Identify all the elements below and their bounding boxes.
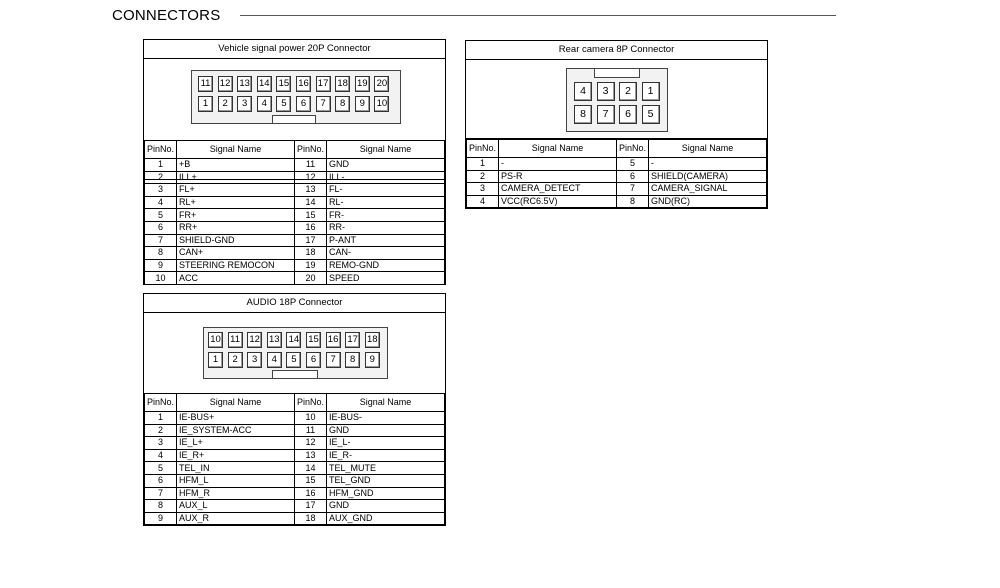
table-row [145,272,445,285]
signal-name-cell: TEL_IN [177,462,295,475]
table-row [467,158,767,171]
audio-18p-connector-title: AUDIO 18P Connector [144,294,445,313]
pin-number-cell: 12 [295,171,327,184]
pin-14: 14 [286,332,301,348]
pin-6: 6 [306,352,321,368]
pin-9: 9 [355,96,370,112]
table-row [145,462,445,475]
connector-latch [272,115,316,124]
pin-number-cell: 2 [467,170,499,183]
pin-number-cell: 11 [295,424,327,437]
table-row [145,259,445,272]
col-header-pinno: PinNo. [145,141,177,159]
table-row [145,171,445,184]
table-row [145,449,445,462]
heading-divider [240,15,836,16]
pin-number-cell: 5 [145,209,177,222]
signal-name-cell: IE_L- [327,437,445,450]
pin-13: 13 [267,332,282,348]
signal-name-cell: PS-R [499,170,617,183]
audio-18p-connector-diagram [144,313,445,394]
col-header-pinno: PinNo. [467,140,499,158]
pin-1: 1 [208,352,223,368]
pin-number-cell: 19 [295,259,327,272]
signal-name-cell: ILL+ [177,171,295,184]
col-header-signal-name: Signal Name [649,140,767,158]
table-row [145,487,445,500]
pin-2: 2 [619,82,637,101]
pin-4: 4 [267,352,282,368]
signal-name-cell: RL- [327,196,445,209]
signal-name-cell: IE_L+ [177,437,295,450]
pin-10: 10 [374,96,389,112]
table-row [145,512,445,525]
col-header-signal-name: Signal Name [177,141,295,159]
pin-5: 5 [276,96,291,112]
pin-number-cell: 10 [295,412,327,425]
pin-8: 8 [574,105,592,124]
pin-number-cell: 3 [145,184,177,197]
signal-name-cell: CAN- [327,247,445,260]
pin-number-cell: 13 [295,449,327,462]
pin-number-cell: 6 [145,474,177,487]
col-header-pinno: PinNo. [295,141,327,159]
col-header-signal-name: Signal Name [499,140,617,158]
pin-20: 20 [374,76,389,92]
connector-latch [272,370,318,379]
pin-2: 2 [218,96,233,112]
signal-name-cell: RL+ [177,196,295,209]
table-row [145,196,445,209]
pin-number-cell: 16 [295,487,327,500]
pin-number-cell: 5 [145,462,177,475]
table-row [145,234,445,247]
signal-name-cell: SHIELD(CAMERA) [649,170,767,183]
connector-latch [594,68,640,78]
signal-name-cell: HFM_R [177,487,295,500]
table-row [145,184,445,197]
signal-name-cell: SHIELD-GND [177,234,295,247]
pin-17: 17 [316,76,331,92]
table-row [145,247,445,260]
pin-1: 1 [198,96,213,112]
pin-number-cell: 17 [295,500,327,513]
signal-name-cell: GND(RC) [649,195,767,208]
pin-4: 4 [574,82,592,101]
signal-name-cell: +B [177,159,295,172]
pin-number-cell: 2 [145,424,177,437]
pin-8: 8 [345,352,360,368]
table-row [145,209,445,222]
signal-name-cell: GND [327,424,445,437]
signal-name-cell: IE_R- [327,449,445,462]
signal-name-cell: FL+ [177,184,295,197]
signal-name-cell: - [649,158,767,171]
pin-number-cell: 15 [295,209,327,222]
vehicle-20p-connector-title: Vehicle signal power 20P Connector [144,40,445,59]
pin-15: 15 [306,332,321,348]
col-header-signal-name: Signal Name [327,141,445,159]
col-header-signal-name: Signal Name [327,394,445,412]
pin-number-cell: 18 [295,247,327,260]
pin-number-cell: 7 [617,183,649,196]
pin-number-cell: 13 [295,184,327,197]
signal-name-cell: TEL_MUTE [327,462,445,475]
table-row [145,159,445,172]
signal-name-cell: FR+ [177,209,295,222]
table-row [467,195,767,208]
pin-number-cell: 12 [295,437,327,450]
pin-18: 18 [365,332,380,348]
pin-number-cell: 17 [295,234,327,247]
pin-number-cell: 4 [145,449,177,462]
pin-9: 9 [365,352,380,368]
signal-name-cell: CAMERA_DETECT [499,183,617,196]
pin-number-cell: 6 [617,170,649,183]
pin-number-cell: 6 [145,221,177,234]
pin-number-cell: 8 [145,500,177,513]
table-row [145,221,445,234]
pin-number-cell: 9 [145,259,177,272]
col-header-pinno: PinNo. [145,394,177,412]
pin-11: 11 [198,76,213,92]
col-header-pinno: PinNo. [617,140,649,158]
pin-number-cell: 7 [145,234,177,247]
pin-10: 10 [208,332,223,348]
pin-18: 18 [335,76,350,92]
pin-3: 3 [597,82,615,101]
signal-name-cell: CAN+ [177,247,295,260]
pin-number-cell: 15 [295,474,327,487]
signal-name-cell: RR+ [177,221,295,234]
pin-13: 13 [237,76,252,92]
pin-8: 8 [335,96,350,112]
camera-signal-table [466,139,767,208]
pin-number-cell: 8 [617,195,649,208]
pin-3: 3 [247,352,262,368]
pin-number-cell: 5 [617,158,649,171]
signal-name-cell: AUX_L [177,500,295,513]
signal-name-cell: AUX_GND [327,512,445,525]
rear-camera-8p-connector-panel [465,40,768,209]
pin-number-cell: 1 [145,412,177,425]
signal-name-cell: AUX_R [177,512,295,525]
pin-12: 12 [218,76,233,92]
signal-name-cell: ACC [177,272,295,285]
signal-name-cell: - [499,158,617,171]
pin-number-cell: 9 [145,512,177,525]
audio-signal-table [144,393,445,525]
signal-name-cell: HFM_GND [327,487,445,500]
signal-name-cell: ILL- [327,171,445,184]
col-header-signal-name: Signal Name [177,394,295,412]
pin-number-cell: 4 [145,196,177,209]
pin-number-cell: 14 [295,462,327,475]
pin-3: 3 [237,96,252,112]
pin-number-cell: 10 [145,272,177,285]
pin-number-cell: 16 [295,221,327,234]
pin-16: 16 [326,332,341,348]
signal-name-cell: RR- [327,221,445,234]
pin-17: 17 [345,332,360,348]
pin-number-cell: 20 [295,272,327,285]
signal-name-cell: SPEED [327,272,445,285]
pin-15: 15 [276,76,291,92]
table-row [145,424,445,437]
audio-18p-connector-panel [143,293,446,526]
pin-number-cell: 2 [145,171,177,184]
signal-name-cell: IE_R+ [177,449,295,462]
signal-name-cell: GND [327,159,445,172]
pin-14: 14 [257,76,272,92]
signal-name-cell: VCC(RC6.5V) [499,195,617,208]
pin-7: 7 [316,96,331,112]
pin-number-cell: 11 [295,159,327,172]
pin-number-cell: 18 [295,512,327,525]
signal-name-cell: P-ANT [327,234,445,247]
signal-name-cell: IE_SYSTEM-ACC [177,424,295,437]
rear-camera-connector-diagram [466,60,767,139]
pin-2: 2 [228,352,243,368]
table-row [145,412,445,425]
pin-12: 12 [247,332,262,348]
pin-number-cell: 3 [145,437,177,450]
table-row [145,474,445,487]
signal-name-cell: GND [327,500,445,513]
pin-number-cell: 4 [467,195,499,208]
page-heading: CONNECTORS [112,7,221,24]
signal-name-cell: HFM_L [177,474,295,487]
signal-name-cell: FR- [327,209,445,222]
table-row [467,170,767,183]
table-row [145,500,445,513]
pin-5: 5 [286,352,301,368]
pin-6: 6 [619,105,637,124]
signal-name-cell: REMO-GND [327,259,445,272]
pin-number-cell: 1 [145,159,177,172]
pin-16: 16 [296,76,311,92]
pin-4: 4 [257,96,272,112]
pin-5: 5 [642,105,660,124]
pin-6: 6 [296,96,311,112]
pin-number-cell: 8 [145,247,177,260]
pin-number-cell: 7 [145,487,177,500]
col-header-pinno: PinNo. [295,394,327,412]
signal-name-cell: FL- [327,184,445,197]
signal-name-cell: STEERING REMOCON [177,259,295,272]
signal-name-cell: CAMERA_SIGNAL [649,183,767,196]
pin-number-cell: 14 [295,196,327,209]
rear-camera-8p-connector-title: Rear camera 8P Connector [466,41,767,60]
pin-11: 11 [228,332,243,348]
vehicle-signal-table [144,140,445,285]
pin-number-cell: 1 [467,158,499,171]
pin-7: 7 [326,352,341,368]
signal-name-cell: TEL_GND [327,474,445,487]
pin-1: 1 [642,82,660,101]
table-row [145,437,445,450]
vehicle-20p-connector-panel [143,39,446,285]
pin-number-cell: 3 [467,183,499,196]
signal-name-cell: IE-BUS+ [177,412,295,425]
table-row [467,183,767,196]
pin-19: 19 [355,76,370,92]
pin-7: 7 [597,105,615,124]
signal-name-cell: IE-BUS- [327,412,445,425]
